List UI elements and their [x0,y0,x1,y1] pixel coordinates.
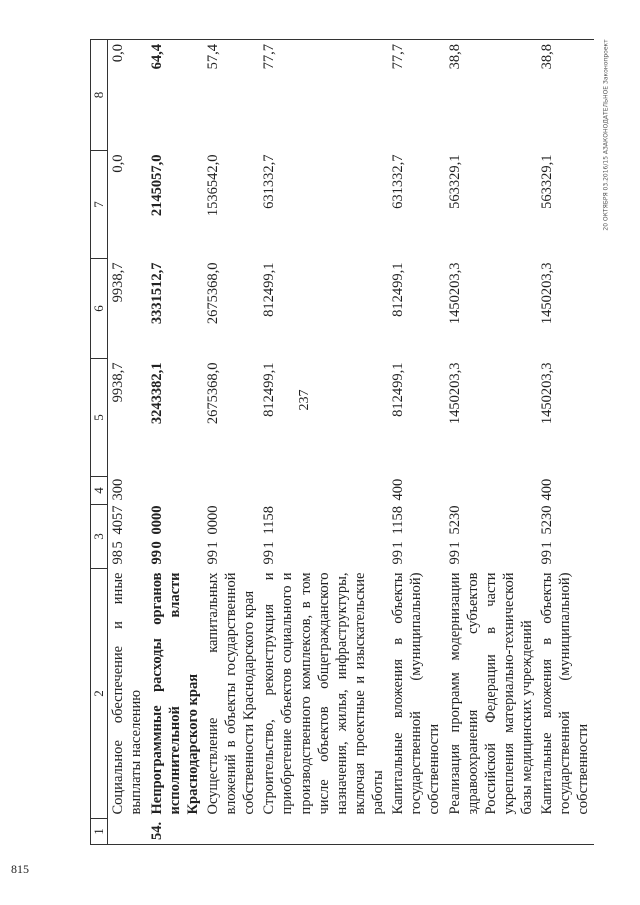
table-row [108,39,147,844]
expense-type-code [147,476,203,504]
row-number: 54. [147,819,203,845]
value-col-7: 631332,7 [261,154,278,209]
code-part-1: 99 [390,550,407,565]
value-col-5: 812499,1 [261,362,278,417]
header-col-6: 6 [91,258,108,358]
value-col-7: 631332,7 [390,154,407,209]
value-col-6: 812499,1 [261,262,278,317]
code-part-3: 0000 [148,505,165,535]
code-part-2: 1 [446,541,463,549]
value-col-8: 57,4 [203,39,259,150]
table-row [388,39,444,844]
value-col-7: 1536542,0 [204,154,221,217]
code-part-1: 99 [446,550,463,565]
table-row [445,39,538,844]
row-number [259,819,388,845]
code-part-3: 1158 [390,506,407,535]
row-description: Капитальные вложения в объекты государственной (муниципальной) собственности [539,572,592,815]
table-row [259,39,388,844]
code-part-3: 1158 [261,506,278,535]
code-part-1: 98 [110,550,127,565]
code-part-2: 1 [390,541,407,549]
value-col-5: 1450203,3 [446,362,463,425]
expense-type-code [445,476,538,504]
row-description: Социальное обеспечение и иные выплаты населению [110,572,145,815]
value-col-7: 563329,1 [539,154,556,209]
table-row [147,39,203,844]
header-col-1: 1 [91,819,108,845]
value-col-8: 38,8 [445,39,538,150]
code-part-2: 0 [148,541,165,549]
value-col-5: 3243382,1 [148,362,165,425]
page-number-bottom: 815 [11,862,29,876]
value-col-8: 38,8 [537,39,593,150]
value-col-8: 77,7 [259,39,388,150]
expense-type-code [259,476,388,504]
row-number [108,819,147,845]
code-part-1: 99 [204,550,221,565]
code-part-2: 1 [204,541,221,549]
value-col-7: 563329,1 [446,154,463,209]
value-col-5: 2675368,0 [204,362,221,425]
header-col-2: 2 [91,569,108,819]
row-description: Осуществление капитальных вложений в объекты государственной собственности Краснодарского края [204,572,258,815]
value-col-6: 3331512,7 [148,262,165,325]
value-col-8: 64,4 [147,39,203,150]
code-part-3: 0000 [204,505,221,535]
code-part-1: 99 [148,550,165,565]
value-col-6: 1450203,3 [539,262,556,325]
header-col-5: 5 [91,358,108,476]
row-number [445,819,538,845]
header-row [91,39,108,844]
row-description: Непрограммные расходы органов исполнительной власти Краснодарского края [148,572,201,815]
code-part-1: 99 [539,550,556,565]
value-col-6: 9938,7 [110,262,127,303]
code-part-3: 4057 [110,505,127,535]
value-col-5: 1450203,3 [539,362,556,425]
budget-table [90,39,594,845]
expense-type-code: 400 [539,478,556,501]
code-part-1: 99 [261,550,278,565]
table-row [537,39,593,844]
value-col-7: 0,0 [110,154,127,173]
value-col-6: 812499,1 [390,262,407,317]
code-part-2: 1 [261,541,278,549]
value-col-8: 77,7 [388,39,444,150]
header-col-8: 8 [91,39,108,150]
row-number [537,819,593,845]
document-stamp: 20 ОКТЯБРЯ 03.2016/15 АЗАКОНОДАТЕЛЬНОЕ Законопроект [602,39,610,231]
code-part-3: 5230 [446,505,463,535]
code-part-3: 5230 [539,505,556,535]
header-col-3: 3 [91,504,108,568]
table-row [203,39,259,844]
header-col-7: 7 [91,150,108,258]
row-number [203,819,259,845]
expense-type-code: 300 [110,478,127,501]
value-col-5: 9938,7 [110,362,127,403]
value-col-6: 2675368,0 [204,262,221,325]
code-part-2: 1 [539,541,556,549]
expense-type-code [203,476,259,504]
value-col-6: 1450203,3 [446,262,463,325]
expense-type-code: 400 [390,478,407,501]
row-description: Строительство, реконструкция и приобретение объектов социального и производственного комплексов, в том числе объектов общегражданского назначения, жилья, инфраструктуры, включая проектные и изыскательские работы [261,572,386,815]
value-col-8: 0,0 [108,39,147,150]
header-col-4: 4 [91,476,108,504]
code-part-2: 5 [110,541,127,549]
value-col-7: 2145057,0 [148,154,165,217]
row-description: Реализация программ модернизации здравоохранения субъектов Российской Федерации в части укрепления материально-технической базы медицинских учреждений [446,572,535,815]
page-number-top: 237 [297,389,312,411]
row-description: Капитальные вложения в объекты государственной (муниципальной) собственности [390,572,443,815]
budget-table-sheet [90,40,592,845]
row-number [388,819,444,845]
value-col-5: 812499,1 [390,362,407,417]
